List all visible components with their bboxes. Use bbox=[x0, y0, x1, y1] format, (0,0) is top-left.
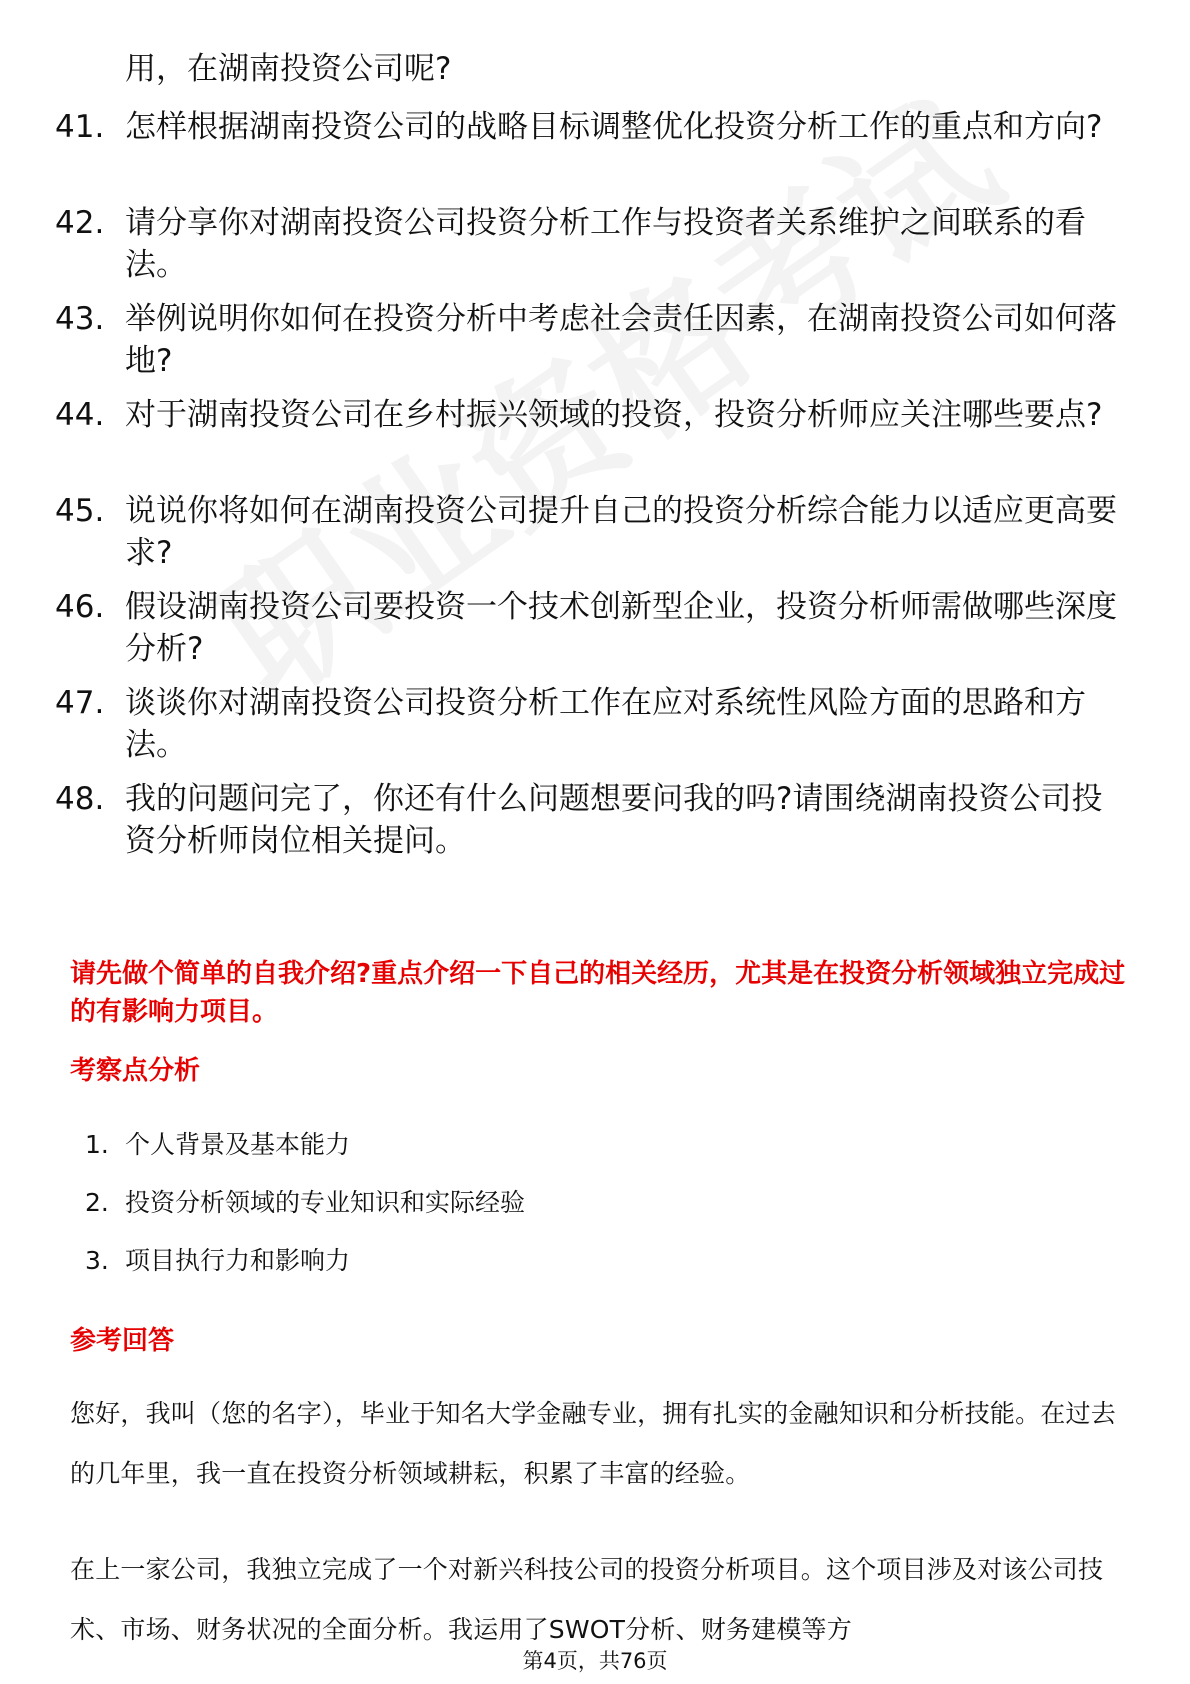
question-number: 44. bbox=[55, 397, 105, 433]
point-number: 3. bbox=[85, 1246, 109, 1275]
question-number: 47. bbox=[55, 685, 105, 721]
question-48 bbox=[55, 778, 1125, 862]
question-text: 举例说明你如何在投资分析中考虑社会责任因素，在湖南投资公司如何落地? bbox=[125, 301, 1117, 379]
point-text: 个人背景及基本能力 bbox=[125, 1130, 351, 1159]
question-text: 对于湖南投资公司在乡村振兴领域的投资，投资分析师应关注哪些要点? bbox=[125, 397, 1103, 433]
question-47 bbox=[55, 682, 1125, 766]
point-text: 投资分析领域的专业知识和实际经验 bbox=[125, 1188, 526, 1217]
question-continuation: 用，在湖南投资公司呢? bbox=[125, 51, 452, 87]
question-41 bbox=[55, 106, 1125, 148]
point-number: 1. bbox=[85, 1130, 109, 1159]
answer-title: 参考回答 bbox=[70, 1326, 175, 1356]
question-number: 45. bbox=[55, 493, 105, 529]
question-text: 怎样根据湖南投资公司的战略目标调整优化投资分析工作的重点和方向? bbox=[125, 109, 1103, 145]
analysis-point bbox=[85, 1186, 525, 1220]
analysis-title: 考察点分析 bbox=[70, 1056, 201, 1086]
question-number: 43. bbox=[55, 301, 105, 337]
question-text: 我的问题问完了，你还有什么问题想要问我的吗?请围绕湖南投资公司投资分析师岗位相关提问。 bbox=[125, 781, 1103, 859]
answer-paragraph: 您好，我叫（您的名字），毕业于知名大学金融专业，拥有扎实的金融知识和分析技能。在过去的几年里，我一直在投资分析领域耕耘，积累了丰富的经验。 bbox=[70, 1399, 1116, 1488]
answer-paragraph: 在上一家公司，我独立完成了一个对新兴科技公司的投资分析项目。这个项目涉及对该公司技术、市场、财务状况的全面分析。我运用了SWOT分析、财务建模等方 bbox=[70, 1555, 1104, 1644]
analysis-point bbox=[85, 1244, 350, 1278]
question-number: 48. bbox=[55, 781, 105, 817]
question-number: 46. bbox=[55, 589, 105, 625]
point-number: 2. bbox=[85, 1188, 109, 1217]
question-text: 请分享你对湖南投资公司投资分析工作与投资者关系维护之间联系的看法。 bbox=[125, 205, 1086, 283]
question-number: 41. bbox=[55, 109, 105, 145]
question-45 bbox=[55, 490, 1125, 574]
question-43 bbox=[55, 298, 1125, 382]
question-text: 谈谈你对湖南投资公司投资分析工作在应对系统性风险方面的思路和方法。 bbox=[125, 685, 1086, 763]
question-text: 假设湖南投资公司要投资一个技术创新型企业，投资分析师需做哪些深度分析? bbox=[125, 589, 1117, 667]
page-footer: 第4页，共76页 bbox=[522, 1649, 668, 1673]
question-44 bbox=[55, 394, 1125, 436]
question-text: 说说你将如何在湖南投资公司提升自己的投资分析综合能力以适应更高要求? bbox=[125, 493, 1117, 571]
analysis-point bbox=[85, 1128, 350, 1162]
question-46 bbox=[55, 586, 1125, 670]
question-42 bbox=[55, 202, 1125, 286]
question-headline: 请先做个简单的自我介绍?重点介绍一下自己的相关经历，尤其是在投资分析领域独立完成过的有影响力项目。 bbox=[70, 959, 1126, 1027]
point-text: 项目执行力和影响力 bbox=[125, 1246, 351, 1275]
question-number: 42. bbox=[55, 205, 105, 241]
